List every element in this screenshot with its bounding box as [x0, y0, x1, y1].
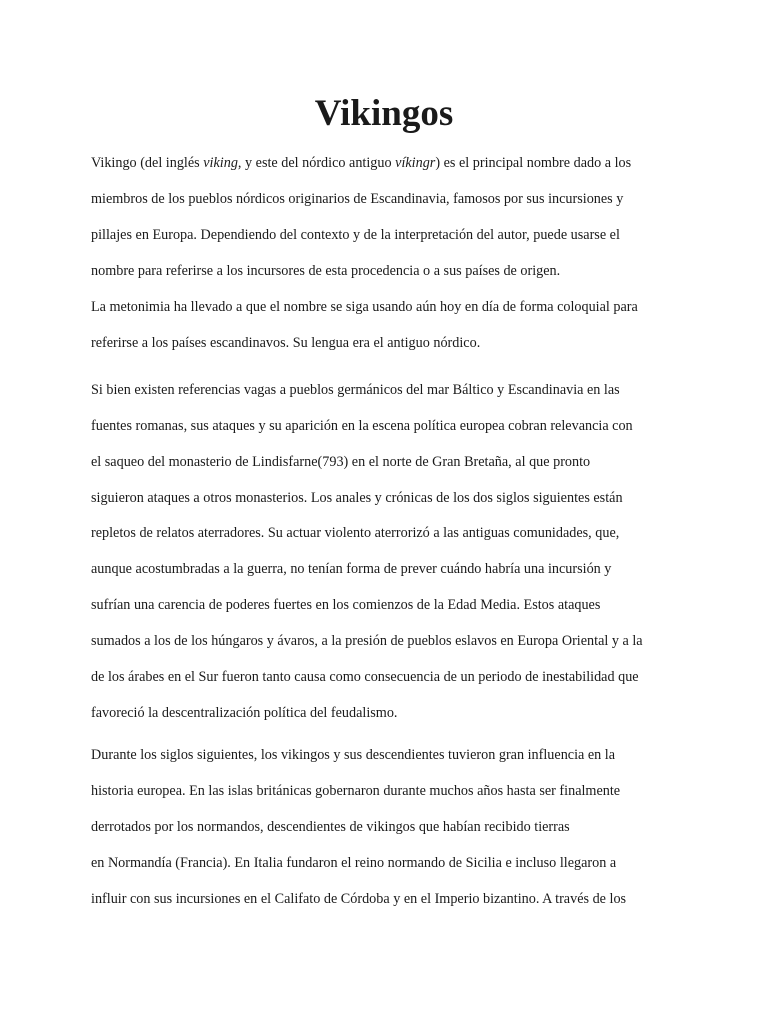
- paragraph-3-line: en Normandía (Francia). En Italia fundaron el reino normando de Sicilia e incluso llegaron a: [91, 855, 617, 871]
- paragraph-2-line: sumados a los de los húngaros y ávaros, a la presión de pueblos eslavos en Europa Oriental y a la: [91, 633, 643, 649]
- text-run: , y este del nórdico antiguo: [237, 155, 396, 171]
- paragraph-3-line: Durante los siglos siguientes, los vikingos y sus descendientes tuvieron gran influencia en la: [91, 747, 616, 763]
- paragraph-2-line: aunque acostumbradas a la guerra, no tenían forma de prever cuándo habría una incursión y: [91, 561, 612, 577]
- paragraph-2-line: sufrían una carencia de poderes fuertes en los comienzos de la Edad Media. Estos ataques: [91, 597, 601, 613]
- paragraph-2-line: siguieron ataques a otros monasterios. Los anales y crónicas de los dos siglos siguientes están: [91, 490, 623, 506]
- paragraph-2-line: el saqueo del monasterio de Lindisfarne(793) en el norte de Gran Bretaña, al que pronto: [91, 454, 591, 470]
- paragraph-2-line: de los árabes en el Sur fueron tanto causa como consecuencia de un periodo de inestabilidad que: [91, 669, 639, 685]
- paragraph-3-line: derrotados por los normandos, descendientes de vikingos que habían recibido tierras: [91, 819, 570, 835]
- paragraph-2-line: fuentes romanas, sus ataques y su aparición en la escena política europea cobran relevancia con: [91, 418, 633, 434]
- text-run: Vikingo (del inglés: [91, 155, 204, 171]
- paragraph-2-line: favoreció la descentralización política del feudalismo.: [91, 705, 398, 721]
- paragraph-1-line-5: La metonimia ha llevado a que el nombre se siga usando aún hoy en día de forma coloquial para: [91, 299, 638, 315]
- text-run: ) es el principal nombre dado a los: [435, 155, 632, 171]
- paragraph-3-line: influir con sus incursiones en el Califato de Córdoba y en el Imperio bizantino. A través de los: [91, 891, 627, 907]
- italic-term-vikingr: víkingr: [395, 155, 436, 171]
- paragraph-2-line: repletos de relatos aterradores. Su actuar violento aterrorizó a las antiguas comunidades, que,: [91, 525, 620, 541]
- paragraph-1-line-3: pillajes en Europa. Dependiendo del contexto y de la interpretación del autor, puede usarse el: [91, 227, 620, 243]
- document-title: Vikingos: [314, 93, 454, 134]
- italic-term-viking: viking: [203, 155, 238, 171]
- paragraph-1-line-2: miembros de los pueblos nórdicos originarios de Escandinavia, famosos por sus incursiones y: [91, 191, 624, 207]
- paragraph-3-line: historia europea. En las islas británicas gobernaron durante muchos años hasta ser finalmente: [91, 783, 621, 799]
- paragraph-1-line-6: referirse a los países escandinavos. Su lengua era el antiguo nórdico.: [91, 335, 481, 351]
- paragraph-1-line-1: [91, 154, 631, 172]
- paragraph-2-line: Si bien existen referencias vagas a pueblos germánicos del mar Báltico y Escandinavia en las: [91, 382, 620, 398]
- paragraph-1-line-4: nombre para referirse a los incursores de esta procedencia o a sus países de origen.: [91, 263, 561, 279]
